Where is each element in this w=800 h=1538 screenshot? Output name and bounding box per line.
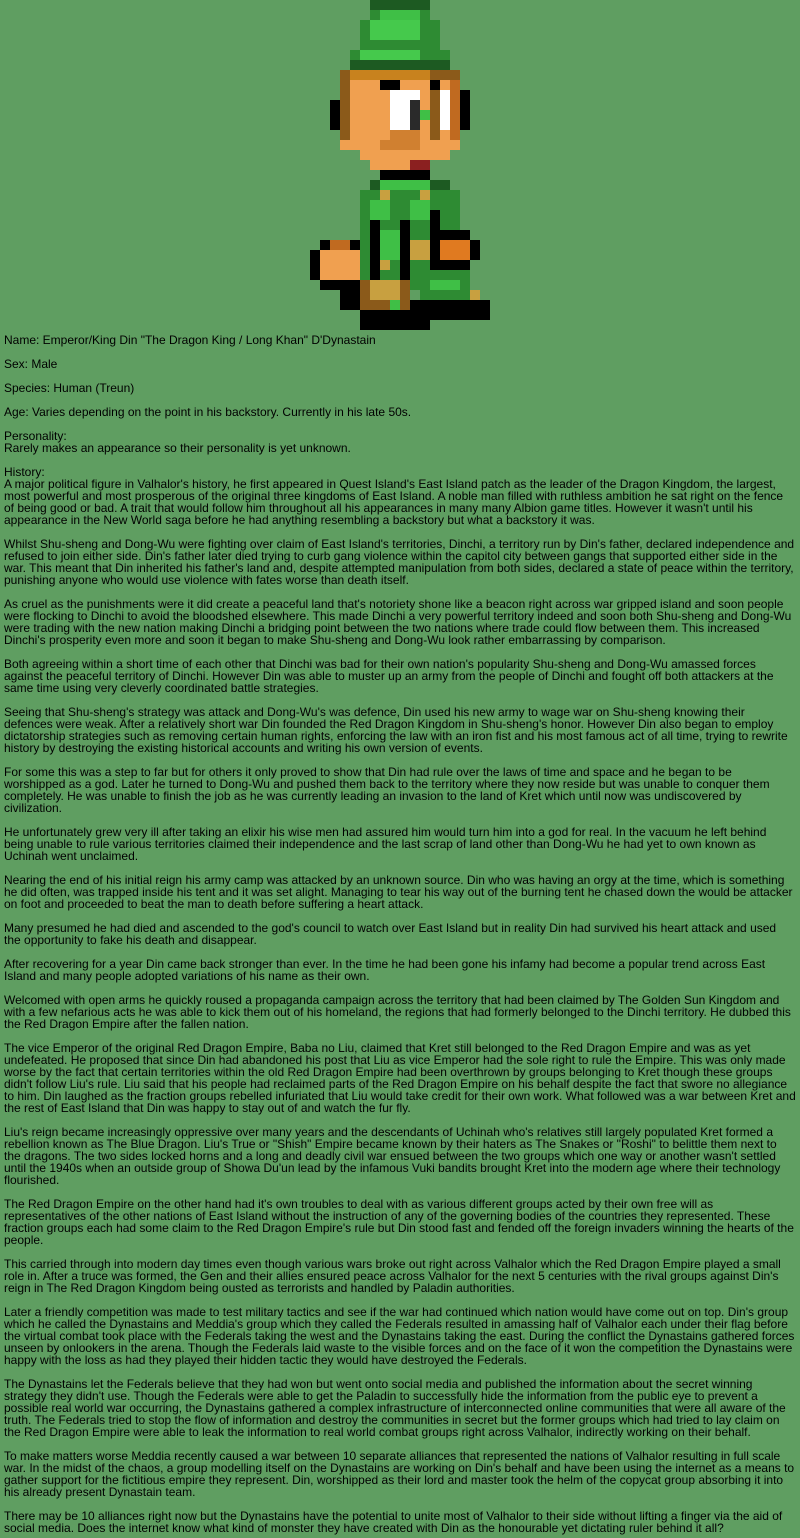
history-paragraph: The Red Dragon Empire on the other hand had it's own troubles to deal with as various different groups acted by their own free will as representatives of the other nations of East Island without the instruction of any of the governing bodies of the countries they represented. These fraction groups each had some claim to the Red Dragon Empire's rule but Din stood fast and fended off the foreign invaders winning the hearts of the people. — [4, 1197, 794, 1247]
history-paragraph: Welcomed with open arms he quickly roused a propaganda campaign across the territory that had been claimed by The Golden Sun Kingdom and with a few nefarious acts he was able to kick them out of his homeland, the regions that had formerly belonged to the Dinchi territory. He dubbed this the Red Dragon Empire after the fallen nation. — [4, 993, 791, 1031]
history-paragraph: For some this was a step to far but for others it only proved to show that Din had rule over the laws of time and space and he began to be worshipped as a god. Later he turned to Dong-Wu and pushed them back to the territory where they now reside but was unable to conquer them completely. He was unable to finish the job as he was currently leading an invasion to the land of Kret which until now was undiscovered by civilization. — [4, 765, 770, 815]
history-paragraph: There may be 10 alliances right now but the Dynastains have the potential to unite most of Valhalor to their side without lifting a finger via the aid of social media. Does the internet know what kind of monster they have created with Din as the honourable yet dictating ruler behind it all? — [4, 1509, 783, 1535]
history-paragraph: To make matters worse Meddia recently caused a war between 10 separate alliances that represented the nations of Valhalor resulting in full scale war. In the midst of the chaos, a group modelling itself on the Dynastains are working on Din's behalf and have been using the internet as a means to gather support for the fictitious empire they represent. Din, worshipped as their lord and master took the helm of the copycat group absorbing it into his already present Dynastain team. — [4, 1449, 795, 1499]
history-paragraph: Seeing that Shu-sheng's strategy was attack and Dong-Wu's was defence, Din used his new army to wage war on Shu-sheng knowing their defences were weak. After a relatively short war Din founded the Red Dragon Kingdom in Shu-sheng's honor. However Din also began to employ dictatorship strategies such as removing certain human rights, enforcing the law with an iron fist and his most famous act of all time, trying to rewrite history by destroying the existing historical accounts and writing his own version of events. — [4, 705, 788, 755]
history-paragraph: After recovering for a year Din came back stronger than ever. In the time he had been gone his infamy had become a popular trend across East Island and many people adopted variations of his name as their own. — [4, 957, 766, 983]
biography — [0, 330, 800, 1534]
history-paragraph: A major political figure in Valhalor's history, he first appeared in Quest Island's East Island patch as the leader of the Dragon Kingdom, the largest, most powerful and most prosperous of the original three kingdoms of East Island. A noble man filled with ruthless ambition he sat right on the fence of being good or bad. A trait that would follow him throughout all his appearances in many many Albion game titles. However it wasn't until his appearance in the New World saga before he had anything resembling a backstory but what a backstory it was. — [4, 477, 784, 527]
character-sprite-area — [0, 0, 800, 330]
history-paragraph: Both agreeing within a short time of each other that Dinchi was bad for their own nation's popularity Shu-sheng and Dong-Wu amassed forces against the peaceful territory of Dinchi. However Din was able to muster up an army from the people of Dinchi and fought off both attackers at the same time using very cleverly coordinated battle strategies. — [4, 657, 774, 695]
history-paragraph: The Dynastains let the Federals believe that they had won but went onto social media and published the information about the secret winning strategy they didn't use. Though the Federals were able to get the Paladin to successfully hide the information from the public eye to prevent a possible real world war occurring, the Dynastains gathered a complex infrastructure of interconnected online communities that were all aware of the truth. The Federals tried to stop the flow of information and destroy the communities in secret but the former groups which had tried to lay claim on the Red Dragon Empire were able to leak the information to real world combat groups right across Valhalor, indirectly working on their behalf. — [4, 1377, 786, 1439]
history-heading: History: — [4, 465, 45, 479]
history-paragraph: The vice Emperor of the original Red Dragon Empire, Baba no Liu, claimed that Kret still belonged to the Red Dragon Empire and was as yet undefeated. He proposed that since Din had abandoned his post that Liu as vice Emperor had the sole right to rule the Empire. This was only made worse by the fact that certain territories within the old Red Dragon Empire had been overthrown by groups belonging to Kret though these groups didn't follow Liu's rule. Liu said that his people had reclaimed parts of the Red Dragon Empire on his behalf despite the fact that swore no allegiance to him. Din laughed as the fraction groups rebelled infuriated that Liu would take credit for their own work. What followed was a war between Kret and the rest of East Island that Din was happy to stay out of and watch the fur fly. — [4, 1041, 796, 1115]
history-paragraph: Nearing the end of his initial reign his army camp was attacked by an unknown source. Din who was having an orgy at the time, which is something he did often, was trapped inside his tent and it was set alight. Managing to tear his way out of the burning tent he chased down the would be attacker on foot and proceeded to beat the man to death before suffering a heart attack. — [4, 873, 793, 911]
sex-line: Sex: Male — [4, 357, 58, 371]
history-paragraph: He unfortunately grew very ill after taking an elixir his wise men had assured him would turn him into a god for real. In the vacuum he left behind being unable to rule various territories claimed their independence and the last scrap of land other than Dong-Wu he had yet to own known as Uchinah went unclaimed. — [4, 825, 767, 863]
age-line: Age: Varies depending on the point in his backstory. Currently in his late 50s. — [4, 405, 412, 419]
species-line: Species: Human (Treun) — [4, 381, 135, 395]
history-paragraph: This carried through into modern day times even though various wars broke out right across Valhalor which the Red Dragon Empire played a small role in. After a truce was formed, the Gen and their allies ensured peace across Valhalor for the next 5 centuries with the rival groups against Din's reign in The Red Dragon Kingdom being ousted as terrorists and handled by Paladin authorities. — [4, 1257, 781, 1295]
history-paragraph: Later a friendly competition was made to test military tactics and see if the war had continued which nation would have come out on top. Din's group which he called the Dynastains and Meddia's group which they called the Federals resulted in amassing half of Valhalor each under their flag before the virtual combat took place with the Federals taking the west and the Dynastains taking the east. During the conflict the Dynastains gathered forces unseen by onlookers in the arena. Though the Federals laid waste to the visible forces and on the face of it won the competition the Dynastains were happy with the loss as had they played their hidden tactic they would have destroyed the Federals. — [4, 1305, 795, 1367]
name-line: Name: Emperor/King Din "The Dragon King / Long Khan" D'Dynastain — [4, 333, 376, 347]
personality-text: Rarely makes an appearance so their personality is yet unknown. — [4, 441, 351, 455]
history-paragraph: Liu's reign became increasingly oppressive over many years and the descendants of Uchinah who's relatives still largely populated Kret formed a rebellion known as The Blue Dragon. Liu's True or "Shish" Empire became known by their haters as The Snakes or "Roshi" to belittle them next to the dragons. The two sides locked horns and a long and deadly civil war ensued between the two groups which one way or another wasn't settled until the 1940s when an outside group of Showa Du'un lead by the infamous Vuki bandits brought Kret into the modern age where their technology flourished. — [4, 1125, 781, 1187]
personality-heading: Personality: — [4, 429, 67, 443]
history-paragraph: As cruel as the punishments were it did create a peaceful land that's notoriety shone like a beacon right across war gripped island and soon people were flocking to Dinchi to avoid the bloodshed elsewhere. This made Dinchi a very powerful territory indeed and soon both Shu-sheng and Dong-Wu were trading with the new nation making Dinchi a bridging point between the two nations where trade could flow between them. This increased Dinchi's prosperity even more and soon it began to make Shu-sheng and Dong-Wu look rather embarrassing by comparison. — [4, 597, 792, 647]
history-paragraph: Many presumed he had died and ascended to the god's council to watch over East Island but in reality Din had survived his heart attack and used the opportunity to fake his death and disappear. — [4, 921, 777, 947]
character-sprite — [310, 0, 490, 330]
history-paragraph: Whilst Shu-sheng and Dong-Wu were fighting over claim of East Island's territories, Dinchi, a territory run by Din's father, declared independence and refused to join either side. Din's father later died trying to curb gang violence within the capitol city between gangs that supported either side in the war. This meant that Din inherited his father's land and, despite attempted manipulation from both sides, declared a state of peace within the territory, punishing anyone who would use violence with fates worse than death itself. — [4, 537, 795, 587]
